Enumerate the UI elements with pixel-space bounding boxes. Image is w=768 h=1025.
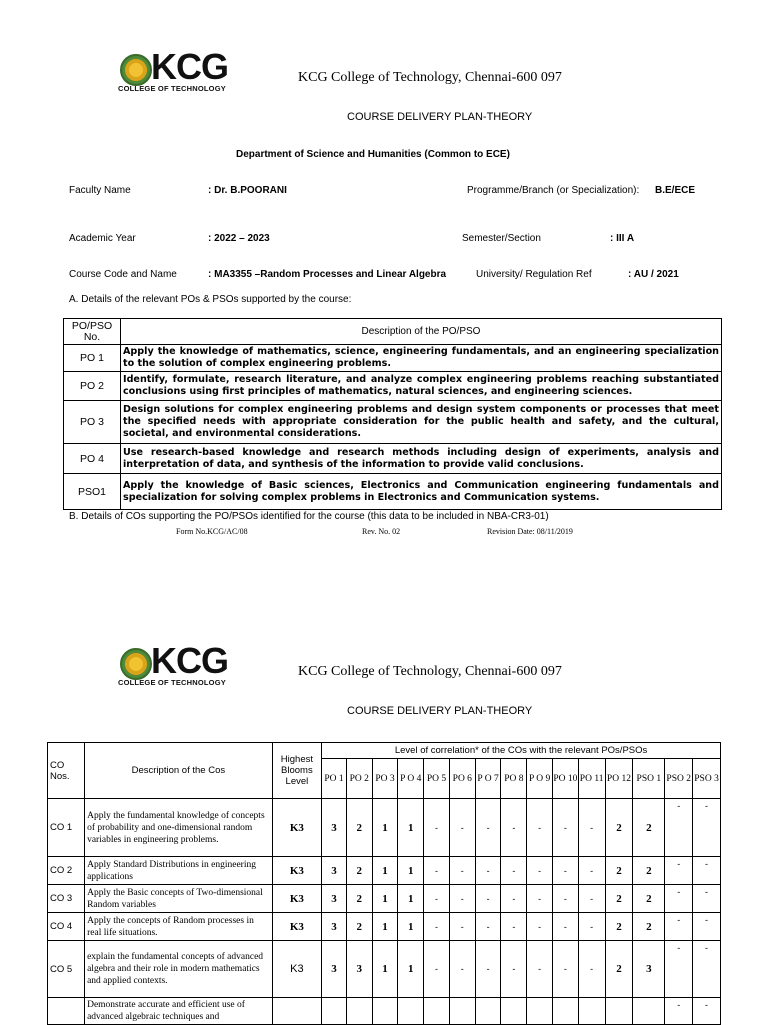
po-correlation bbox=[527, 998, 553, 1025]
po-row bbox=[64, 444, 722, 474]
course-value: : MA3355 –Random Processes and Linear Algebra bbox=[208, 269, 447, 280]
semester-label: Semester/Section bbox=[462, 233, 541, 244]
co-row bbox=[48, 857, 721, 885]
po-desc: Use research-based knowledge and research methods including design of experiments, analysis and interpretation of data, and synthesis of the information to provide valid conclusions. bbox=[121, 444, 722, 474]
po-correlation: 3 bbox=[322, 799, 347, 857]
po-correlation: - bbox=[527, 799, 553, 857]
po-correlation: 1 bbox=[398, 941, 424, 998]
po-correlation bbox=[424, 998, 450, 1025]
po-correlation: 1 bbox=[372, 799, 398, 857]
po-col: P O 9 bbox=[527, 759, 553, 799]
co-description: Apply the concepts of Random processes in real life situations. bbox=[85, 913, 273, 941]
programme-label: Programme/Branch (or Specialization): bbox=[467, 185, 640, 196]
co-description: Demonstrate accurate and efficient use of advanced algebraic techniques and bbox=[85, 998, 273, 1025]
po-col: PO 11 bbox=[578, 759, 605, 799]
po-correlation: - bbox=[501, 941, 527, 998]
po-header-code: PO/PSO No. bbox=[64, 319, 121, 345]
college-logo bbox=[118, 46, 228, 100]
pso-correlation: - bbox=[693, 885, 721, 913]
regulation-value: : AU / 2021 bbox=[628, 269, 679, 280]
po-correlation: - bbox=[578, 941, 605, 998]
po-correlation bbox=[578, 998, 605, 1025]
po-row bbox=[64, 401, 722, 444]
po-correlation: - bbox=[424, 941, 450, 998]
po-correlation: 1 bbox=[372, 857, 398, 885]
pso-correlation: - bbox=[693, 913, 721, 941]
po-row bbox=[64, 474, 722, 510]
college-name: KCG College of Technology, Chennai-600 097 bbox=[298, 70, 562, 85]
co-row bbox=[48, 885, 721, 913]
po-row bbox=[64, 345, 722, 372]
co-description: Apply the Basic concepts of Two-dimensional Random variables bbox=[85, 885, 273, 913]
college-logo bbox=[118, 640, 228, 694]
po-correlation bbox=[449, 998, 475, 1025]
po-correlation: - bbox=[578, 885, 605, 913]
po-correlation: 2 bbox=[605, 857, 633, 885]
co-blooms-level: K3 bbox=[272, 913, 321, 941]
po-correlation: - bbox=[527, 857, 553, 885]
po-correlation: - bbox=[552, 799, 578, 857]
po-correlation bbox=[475, 998, 501, 1025]
po-table-header bbox=[64, 319, 722, 345]
po-correlation: 2 bbox=[346, 799, 372, 857]
pso-col: PSO 1 bbox=[633, 759, 665, 799]
co-header-blooms: Highest Blooms Level bbox=[272, 743, 321, 799]
academic-year-value: : 2022 – 2023 bbox=[208, 233, 270, 244]
revision-date: Revision Date: 08/11/2019 bbox=[487, 527, 573, 536]
po-correlation bbox=[322, 998, 347, 1025]
po-col: PO 12 bbox=[605, 759, 633, 799]
pso-correlation: - bbox=[693, 941, 721, 998]
po-correlation: - bbox=[449, 913, 475, 941]
co-row bbox=[48, 941, 721, 998]
co-row bbox=[48, 799, 721, 857]
pso-col: PSO 3 bbox=[693, 759, 721, 799]
po-row bbox=[64, 372, 722, 401]
po-desc: Identify, formulate, research literature, and analyze complex engineering problems reaching substantiated conclusions using first principles of mathematics, natural sciences, and engineering sciences. bbox=[121, 372, 722, 401]
co-blooms-level: K3 bbox=[272, 941, 321, 998]
po-correlation: - bbox=[475, 941, 501, 998]
po-correlation: - bbox=[527, 941, 553, 998]
po-correlation: 3 bbox=[322, 885, 347, 913]
pso-correlation: - bbox=[665, 998, 693, 1025]
po-correlation bbox=[605, 998, 633, 1025]
po-correlation: - bbox=[475, 799, 501, 857]
form-number: Form No.KCG/AC/08 bbox=[176, 527, 248, 536]
faculty-label: Faculty Name bbox=[69, 185, 131, 196]
po-correlation: - bbox=[527, 913, 553, 941]
plan-title: COURSE DELIVERY PLAN-THEORY bbox=[347, 705, 533, 717]
co-number: CO 1 bbox=[48, 799, 85, 857]
academic-year-label: Academic Year bbox=[69, 233, 136, 244]
pso-correlation: - bbox=[693, 857, 721, 885]
po-correlation bbox=[398, 998, 424, 1025]
po-col: PO 5 bbox=[424, 759, 450, 799]
pso-correlation: - bbox=[665, 941, 693, 998]
po-col: P O 4 bbox=[398, 759, 424, 799]
co-number bbox=[48, 998, 85, 1025]
co-header-row bbox=[48, 743, 721, 759]
po-desc: Design solutions for complex engineering problems and design system components or processes that meet the specified needs with appropriate consideration for the public health and safety, and the cultural, societal, and environmental considerations. bbox=[121, 401, 722, 444]
section-b-heading: B. Details of COs supporting the PO/PSOs identified for the course (this data to be included in NBA-CR3-01) bbox=[69, 511, 549, 522]
po-col: P O 7 bbox=[475, 759, 501, 799]
co-table bbox=[47, 742, 721, 1025]
po-correlation: - bbox=[475, 885, 501, 913]
po-correlation: - bbox=[424, 857, 450, 885]
logo-brand: KCG bbox=[151, 640, 228, 681]
co-number: CO 3 bbox=[48, 885, 85, 913]
po-correlation: 1 bbox=[398, 857, 424, 885]
po-correlation: - bbox=[424, 885, 450, 913]
co-number: CO 2 bbox=[48, 857, 85, 885]
po-correlation: - bbox=[424, 799, 450, 857]
co-header-level: Level of correlation* of the COs with the relevant POs/PSOs bbox=[322, 743, 721, 759]
co-description: Apply the fundamental knowledge of concepts of probability and one-dimensional random variables in engineering problems. bbox=[85, 799, 273, 857]
po-desc: Apply the knowledge of Basic sciences, Electronics and Communication engineering fundamentals and specialization for solving complex problems in Electronics and Communication systems. bbox=[121, 474, 722, 510]
po-col: PO 6 bbox=[449, 759, 475, 799]
po-correlation: 3 bbox=[322, 941, 347, 998]
co-number: CO 4 bbox=[48, 913, 85, 941]
pso-correlation: 3 bbox=[633, 941, 665, 998]
plan-title: COURSE DELIVERY PLAN-THEORY bbox=[347, 111, 533, 123]
co-description: explain the fundamental concepts of advanced algebra and their role in modern mathematics and applied contexts. bbox=[85, 941, 273, 998]
po-correlation: - bbox=[449, 799, 475, 857]
po-correlation: 3 bbox=[346, 941, 372, 998]
po-correlation: - bbox=[578, 857, 605, 885]
po-correlation: - bbox=[449, 885, 475, 913]
po-correlation: - bbox=[475, 913, 501, 941]
po-col: PO 2 bbox=[346, 759, 372, 799]
po-correlation: - bbox=[552, 941, 578, 998]
semester-value: : III A bbox=[610, 233, 635, 244]
course-label: Course Code and Name bbox=[69, 269, 177, 280]
po-correlation: 3 bbox=[322, 857, 347, 885]
pso-correlation: - bbox=[665, 857, 693, 885]
po-correlation: - bbox=[527, 885, 553, 913]
po-col: PO 1 bbox=[322, 759, 347, 799]
logo-brand: KCG bbox=[151, 46, 228, 87]
faculty-value: : Dr. B.POORANI bbox=[208, 185, 287, 196]
po-correlation: 1 bbox=[372, 941, 398, 998]
regulation-label: University/ Regulation Ref bbox=[476, 269, 592, 280]
po-correlation: 2 bbox=[605, 913, 633, 941]
po-correlation: - bbox=[449, 941, 475, 998]
po-correlation: - bbox=[552, 885, 578, 913]
pso-correlation: 2 bbox=[633, 857, 665, 885]
logo-subtitle: COLLEGE OF TECHNOLOGY bbox=[118, 678, 226, 687]
co-description: Apply Standard Distributions in engineering applications bbox=[85, 857, 273, 885]
po-code: PSO1 bbox=[64, 474, 121, 510]
co-header-nos: CO Nos. bbox=[48, 743, 85, 799]
po-correlation: - bbox=[424, 913, 450, 941]
po-col: PO 8 bbox=[501, 759, 527, 799]
co-blooms-level: K3 bbox=[272, 857, 321, 885]
pso-correlation: 2 bbox=[633, 885, 665, 913]
revision-number: Rev. No. 02 bbox=[362, 527, 401, 536]
co-row bbox=[48, 998, 721, 1025]
po-correlation: - bbox=[501, 913, 527, 941]
co-row bbox=[48, 913, 721, 941]
college-name: KCG College of Technology, Chennai-600 097 bbox=[298, 664, 562, 679]
po-header-desc: Description of the PO/PSO bbox=[121, 319, 722, 345]
programme-value: B.E/ECE bbox=[655, 185, 696, 196]
pso-correlation: - bbox=[665, 799, 693, 857]
po-col: PO 10 bbox=[552, 759, 578, 799]
po-code: PO 2 bbox=[64, 372, 121, 401]
po-col: PO 3 bbox=[372, 759, 398, 799]
pso-correlation: 2 bbox=[633, 913, 665, 941]
co-header-desc: Description of the Cos bbox=[85, 743, 273, 799]
logo-subtitle: COLLEGE OF TECHNOLOGY bbox=[118, 84, 226, 93]
section-a-heading: A. Details of the relevant POs & PSOs supported by the course: bbox=[69, 294, 352, 305]
po-code: PO 3 bbox=[64, 401, 121, 444]
pso-correlation bbox=[633, 998, 665, 1025]
po-correlation: 1 bbox=[372, 885, 398, 913]
po-correlation: 1 bbox=[398, 799, 424, 857]
co-blooms-level bbox=[272, 998, 321, 1025]
po-correlation: 2 bbox=[346, 857, 372, 885]
po-correlation bbox=[372, 998, 398, 1025]
po-correlation: - bbox=[552, 857, 578, 885]
co-blooms-level: K3 bbox=[272, 885, 321, 913]
po-correlation: 1 bbox=[372, 913, 398, 941]
po-correlation: 2 bbox=[605, 799, 633, 857]
po-correlation: - bbox=[501, 885, 527, 913]
po-correlation: - bbox=[449, 857, 475, 885]
po-correlation: 1 bbox=[398, 885, 424, 913]
pso-correlation: - bbox=[665, 885, 693, 913]
po-pso-table bbox=[63, 318, 722, 510]
po-correlation: 2 bbox=[605, 885, 633, 913]
po-correlation: - bbox=[501, 799, 527, 857]
pso-correlation: 2 bbox=[633, 799, 665, 857]
po-desc: Apply the knowledge of mathematics, science, engineering fundamentals, and an engineering specialization to the solution of complex engineering problems. bbox=[121, 345, 722, 372]
po-correlation: 2 bbox=[605, 941, 633, 998]
pso-col: PSO 2 bbox=[665, 759, 693, 799]
department-title: Department of Science and Humanities (Common to ECE) bbox=[236, 149, 510, 160]
po-correlation bbox=[552, 998, 578, 1025]
co-blooms-level: K3 bbox=[272, 799, 321, 857]
college-seal-icon bbox=[120, 54, 152, 86]
po-correlation: - bbox=[552, 913, 578, 941]
pso-correlation: - bbox=[665, 913, 693, 941]
po-correlation bbox=[346, 998, 372, 1025]
pso-correlation: - bbox=[693, 799, 721, 857]
po-correlation bbox=[501, 998, 527, 1025]
po-correlation: - bbox=[578, 799, 605, 857]
po-code: PO 4 bbox=[64, 444, 121, 474]
po-correlation: - bbox=[578, 913, 605, 941]
co-number: CO 5 bbox=[48, 941, 85, 998]
po-correlation: 3 bbox=[322, 913, 347, 941]
po-correlation: 1 bbox=[398, 913, 424, 941]
po-correlation: - bbox=[475, 857, 501, 885]
pso-correlation: - bbox=[693, 998, 721, 1025]
po-code: PO 1 bbox=[64, 345, 121, 372]
po-correlation: 2 bbox=[346, 885, 372, 913]
po-correlation: 2 bbox=[346, 913, 372, 941]
college-seal-icon bbox=[120, 648, 152, 680]
po-correlation: - bbox=[501, 857, 527, 885]
